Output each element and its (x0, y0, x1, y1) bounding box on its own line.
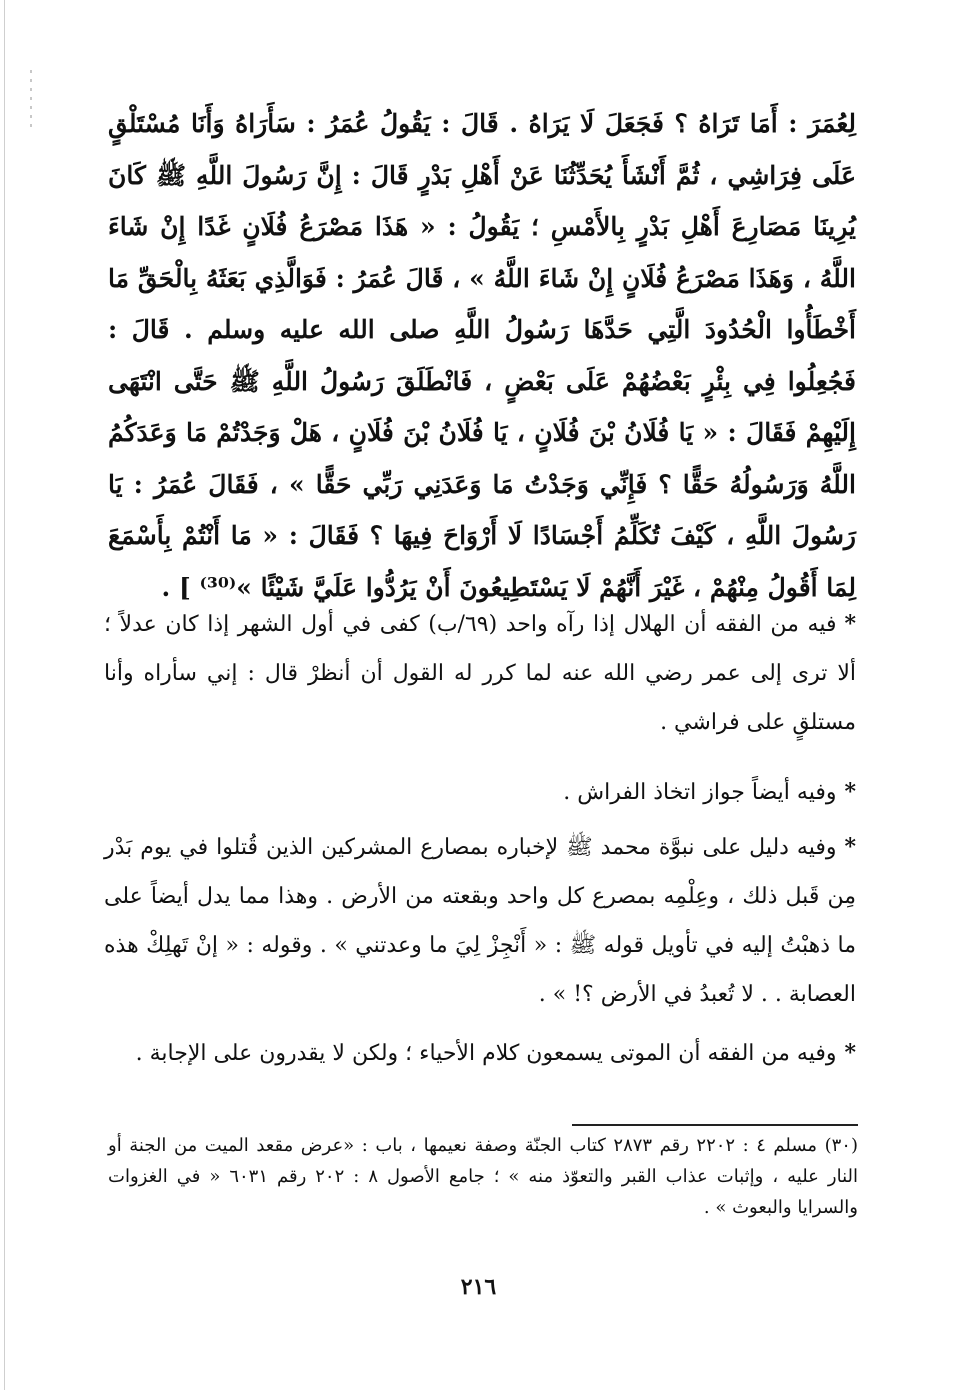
hadith-paragraph: لِعُمَرَ : أَمَا تَرَاهُ ؟ فَجَعَلَ لَا يَرَاهُ . قَالَ : يَقُولُ عُمَرُ : سَأَرَاهُ وَأَنَا مُسْتَلْقٍ عَلَى فِرَاشِي ، ثُمَّ أَنْشَأَ يُحَدِّثُنَا عَنْ أَهْلِ بَدْرٍ قَالَ : إِنَّ رَسُولَ اللَّهِ ﷺ كَانَ يُرِينَا مَصَارِعَ أَهْلِ بَدْرٍ بِالأَمْسِ ؛ يَقُولُ : « هَذَا مَصْرَعُ فُلَانٍ غَدًا إِنْ شَاءَ اللَّهُ ، وَهَذَا مَصْرَعُ فُلَانٍ إِنْ شَاءَ اللَّهُ » ، قَالَ عُمَرُ : فَوَالَّذِي بَعَثَهُ بِالْحَقِّ مَا أَخْطَأُوا الْحُدُودَ الَّتِي حَدَّهَا رَسُولُ اللَّهِ صلى الله عليه وسلم . قَالَ : فَجُعِلُوا فِي بِئْرٍ بَعْضُهُمْ عَلَى بَعْضٍ ، فَانْطَلَقَ رَسُولُ اللَّهِ ﷺ حَتَّى انْتَهَى إِلَيْهِمْ فَقَالَ : « يَا فُلَانُ بْنَ فُلَانٍ ، يَا فُلَانُ بْنَ فُلَانٍ ، هَلْ وَجَدْتُمْ مَا وَعَدَكُمُ اللَّهُ وَرَسُولُهُ حَقًّا ؟ فَإِنِّي وَجَدْتُ مَا وَعَدَنِي رَبِّي حَقًّا » ، فَقَالَ عُمَرُ : يَا رَسُولَ اللَّهِ ، كَيْفَ تُكَلِّمُ أَجْسَادًا لَا أَرْوَاحَ فِيهَا ؟ فَقَالَ : « مَا أَنْتُمْ بِأَسْمَعَ لِمَا أَقُولُ مِنْهُمْ ، غَيْرَ أَنَّهُمْ لَا يَسْتَطِيعُونَ أَنْ يَرُدُّوا عَلَيَّ شَيْئًا »⁽³⁰⁾ ] . (108, 109, 856, 602)
commentary-note (104, 600, 856, 747)
commentary-note (104, 823, 856, 1019)
bullet-star: * (844, 1040, 856, 1066)
bullet-star: * (844, 834, 856, 860)
footnote-divider (572, 1124, 858, 1126)
page-number: ٢١٦ (460, 1274, 497, 1300)
bullet-star: * (844, 611, 856, 637)
scan-margin-dots (30, 70, 32, 130)
hadith-text (108, 98, 856, 613)
scan-margin-line (4, 0, 5, 1390)
commentary-text: وفيه أيضاً جواز اتخاذ الفراش . (563, 780, 837, 805)
commentary-note (104, 1029, 856, 1078)
footnote: (٣٠) مسلم ٤ : ٢٢٠٢ رقم ٢٨٧٣ كتاب الجنّة وصفة نعيمها ، باب : «عرض مقعد الميت من الجنة أو النار عليه ، وإثبات عذاب القبر والتعوّذ منه » ؛ جامع الأصول ٨ : ٢٠٢ رقم ٦٠٣١ « في الغزوات والسرايا والبعوث » . (108, 1135, 858, 1218)
commentary-text: وفيه من الفقه أن الموتى يسمعون كلام الأحياء ؛ ولكن لا يقدرون على الإجابة . (135, 1041, 837, 1066)
bullet-star: * (844, 779, 856, 805)
commentary-note (104, 768, 856, 817)
commentary-text: وفيه دليل على نبوَّة محمد ﷺ لإخباره بمصارع المشركين الذين قُتلوا في يوم بَدْر مِن قَبل ذلك ، وعِلْمِه بمصرع كل واحد وبقعته من الأرض . وهذا مما يدل أيضاً على ما ذهبْتُ إليه في تأويل قوله ﷺ : « أَنْجِزْ لِيَ ما وعدتني » . وقوله : « إنْ تَهلِكْ هذه العصابة . . لا تُعبدُ في الأرض ؟! » . (104, 835, 856, 1007)
commentary-text: فيه من الفقه أن الهلال إذا رآه واحد (٦٩/ب) كفى في أول الشهر إذا كان عدلاً ؛ ألا ترى إلى عمر رضي الله عنه لما كرر له القول أن أنظرْ قال : إني سأراه وأنا مستلقٍ على فراشي . (104, 612, 856, 735)
